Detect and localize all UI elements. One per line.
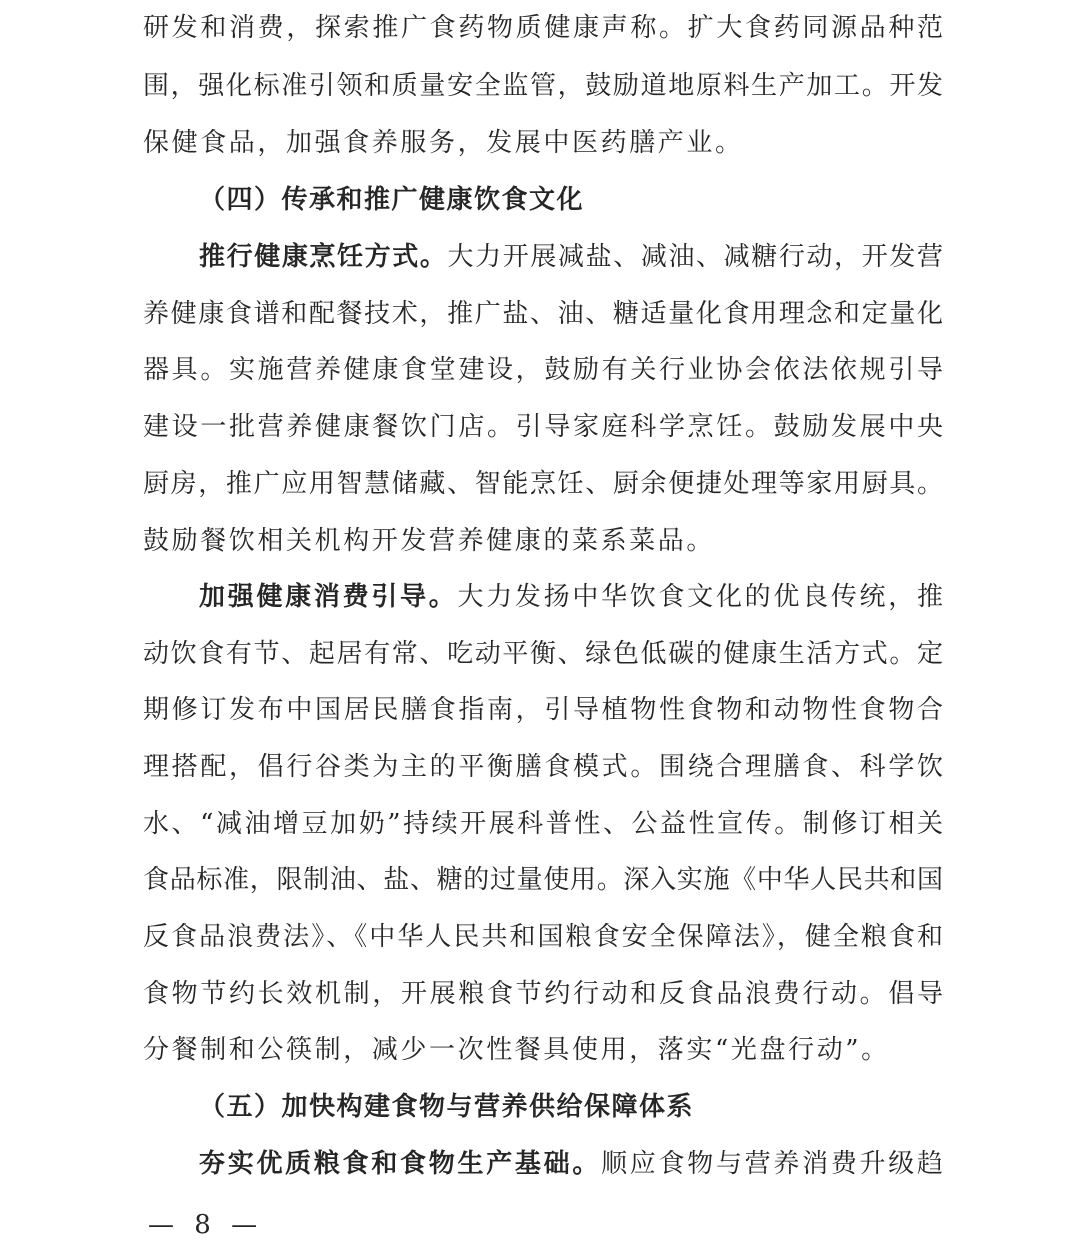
text-line: 围，强化标准引领和质量安全监管，鼓励道地原料生产加工。开发 [143, 71, 943, 101]
text-line: 反食品浪费法》、《中华人民共和国粮食安全保障法》，健全粮食和 [143, 922, 943, 952]
paragraph-first-line [199, 1144, 943, 1184]
text-line: 厨房，推广应用智慧储藏、智能烹饪、厨余便捷处理等家用厨具。 [143, 469, 943, 499]
paragraph-text: 大力开展减盐、减油、减糖行动，开发营 [447, 242, 943, 272]
text-line: 分餐制和公筷制，减少一次性餐具使用，落实“光盘行动”。 [143, 1035, 890, 1065]
text-line: 期修订发布中国居民膳食指南，引导植物性食物和动物性食物合 [143, 695, 943, 725]
text-line: 保健食品，加强食养服务，发展中医药膳产业。 [143, 128, 744, 158]
paragraph-lead: 夯实优质粮食和食物生产基础。 [199, 1149, 602, 1179]
paragraph-first-line [199, 237, 943, 277]
text-line: 研发和消费，探索推广食药物质健康声称。扩大食药同源品种范 [143, 13, 943, 43]
text-line: 器具。实施营养健康食堂建设，鼓励有关行业协会依法依规引导 [143, 355, 943, 385]
paragraph-text: 大力发扬中华饮食文化的优良传统，推 [457, 582, 943, 612]
section-heading-5: （五）加快构建食物与营养供给保障体系 [199, 1092, 695, 1122]
text-line: 食品标准，限制油、盐、糖的过量使用。深入实施《中华人民共和国 [143, 865, 943, 895]
paragraph-first-line [199, 577, 943, 617]
text-line: 动饮食有节、起居有常、吃动平衡、绿色低碳的健康生活方式。定 [143, 639, 943, 669]
text-line: 理搭配，倡行谷类为主的平衡膳食模式。围绕合理膳食、科学饮 [143, 752, 943, 782]
text-line: 水、“减油增豆加奶”持续开展科普性、公益性宣传。制修订相关 [143, 809, 943, 839]
text-line: 养健康食谱和配餐技术，推广盐、油、糖适量化食用理念和定量化 [143, 299, 943, 329]
paragraph-lead: 加强健康消费引导。 [199, 582, 458, 612]
text-line: 食物节约长效机制，开展粮食节约行动和反食品浪费行动。倡导 [143, 979, 943, 1009]
paragraph-lead: 推行健康烹饪方式。 [199, 242, 448, 272]
paragraph-text: 顺应食物与营养消费升级趋 [601, 1149, 943, 1179]
section-heading-4: （四）传承和推广健康饮食文化 [199, 185, 585, 215]
page-number: — 8 — [148, 1210, 264, 1240]
text-line: 建设一批营养健康餐饮门店。引导家庭科学烹饪。鼓励发展中央 [143, 412, 943, 442]
text-line: 鼓励餐饮相关机构开发营养健康的菜系菜品。 [143, 526, 716, 556]
